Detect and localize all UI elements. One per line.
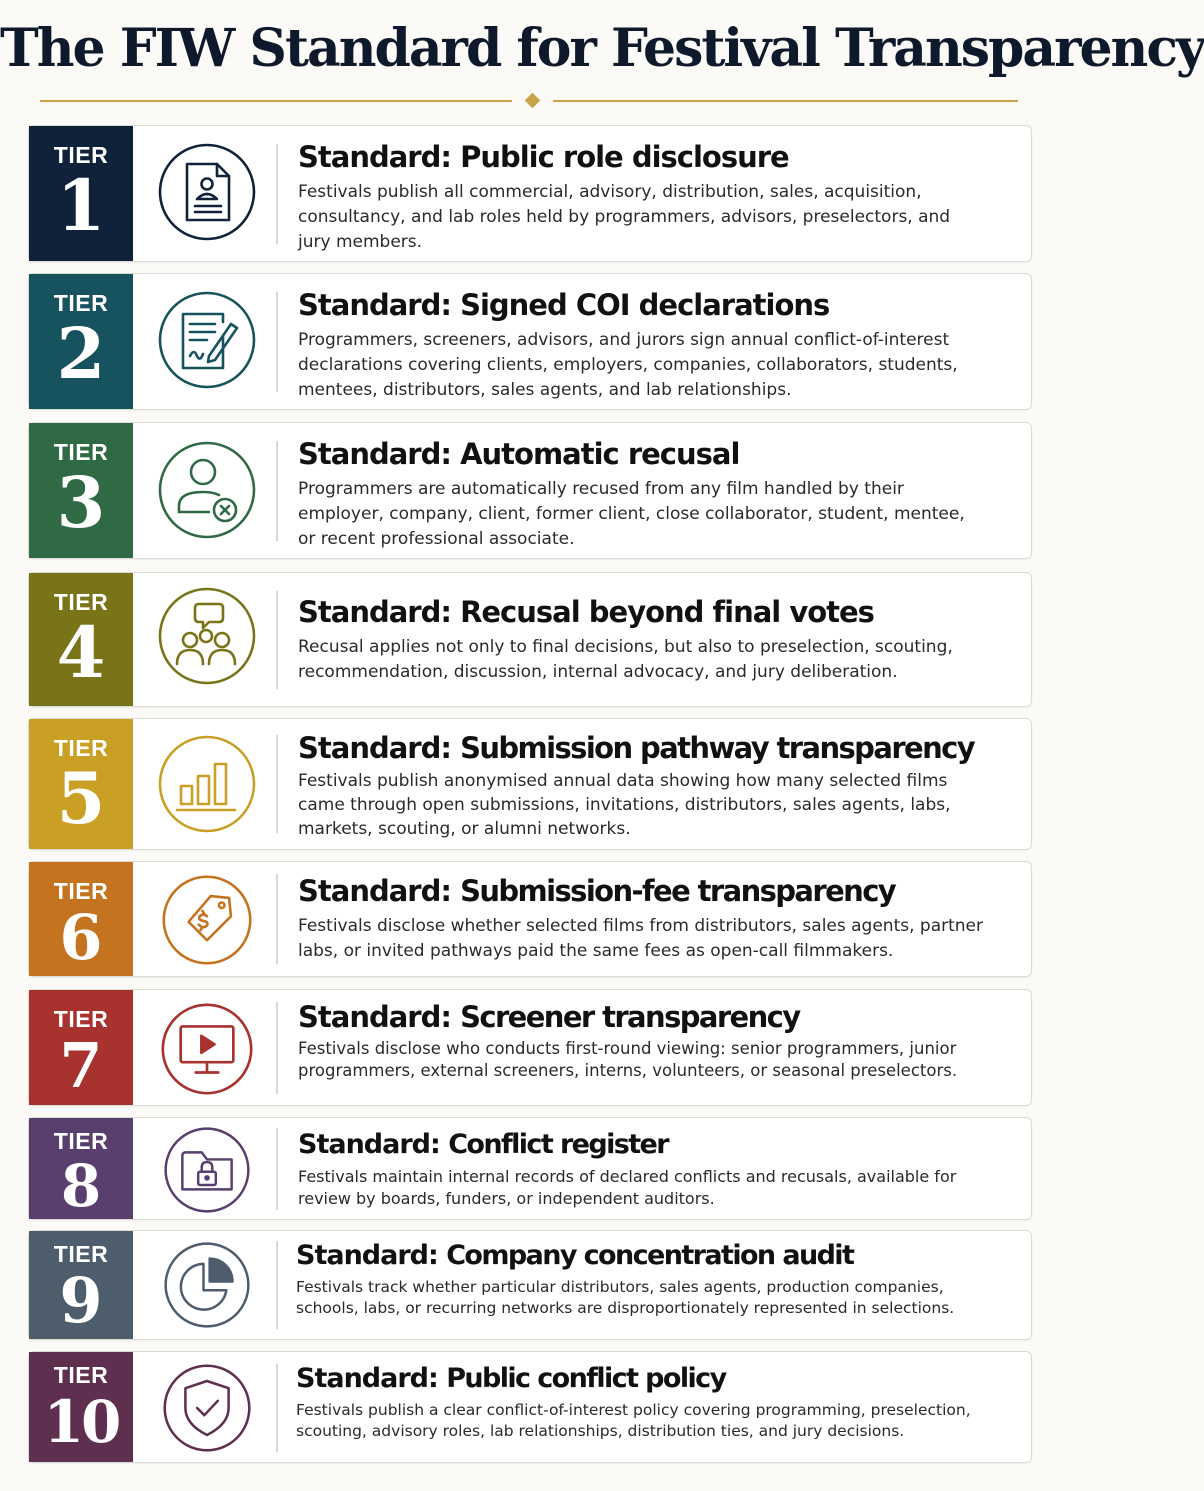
page-title: The FIW Standard for Festival Transparency: [0, 18, 1204, 79]
tier-card-1: [28, 125, 1032, 262]
tier-badge-4: [29, 573, 133, 706]
tier-name: Recusal beyond final votes: [460, 595, 874, 629]
tier-card-4: [28, 572, 1032, 707]
tier-description: Festivals publish anonymised annual data showing how many selected films came through open submissions, invitations, distributors, sales agents, labs, markets, scouting, or alumni networks.: [298, 771, 951, 839]
tier-number: 3: [56, 461, 106, 544]
tier-label: TIER: [53, 1006, 109, 1032]
title-rule-left: [40, 100, 512, 102]
tier-description: Festivals maintain internal records of declared conflicts and recusals, available for review by boards, funders, or independent auditors.: [298, 1167, 957, 1208]
card-divider: [276, 144, 278, 244]
tier-number: 7: [59, 1029, 103, 1102]
card-divider: [276, 1241, 278, 1329]
tier-description: Festivals track whether particular distributors, sales agents, production companies, schools, labs, or recurring networks are disproportionately represented in selections.: [296, 1278, 955, 1317]
tier-heading: [298, 1128, 985, 1162]
standard-prefix: Standard:: [298, 874, 451, 908]
tier-heading: [296, 1239, 985, 1273]
tier-heading: [298, 1000, 985, 1034]
standard-prefix: Standard:: [298, 731, 451, 765]
card-divider: [276, 1128, 278, 1210]
card-divider: [276, 735, 278, 833]
standard-prefix: Standard:: [296, 1363, 438, 1394]
monitor-play-icon: [160, 1002, 254, 1096]
tier-badge-9: [29, 1231, 133, 1339]
tier-name: Company concentration audit: [446, 1240, 854, 1271]
tier-number: 9: [59, 1264, 103, 1337]
tier-number: 2: [56, 312, 106, 395]
tier-description: Recusal applies not only to final decisions, but also to preselection, scouting, recommendation, discussion, internal advocacy, and jury deliberation.: [298, 637, 953, 682]
tier-card-3: [28, 422, 1032, 559]
tier-number: 6: [59, 901, 103, 974]
tier-card-6: [28, 861, 1032, 977]
tier-number: 10: [43, 1388, 119, 1456]
tier-heading: [296, 1362, 985, 1396]
tier-badge-10: [29, 1352, 133, 1462]
tier-heading: [298, 874, 985, 908]
locked-folder-icon: [163, 1126, 251, 1214]
tier-number: 4: [56, 611, 106, 694]
tier-name: Automatic recusal: [460, 437, 740, 471]
tier-badge-8: [29, 1118, 133, 1219]
standard-prefix: Standard:: [298, 288, 451, 322]
standard-prefix: Standard:: [298, 1129, 440, 1160]
tier-number: 5: [56, 757, 106, 840]
tier-description: Programmers, screeners, advisors, and jurors sign annual conflict-of-interest declarations covering clients, employers, companies, collaborators, students, mentees, distributors, sales agents, and lab relationships.: [298, 330, 958, 400]
card-divider: [276, 1364, 278, 1452]
tier-description: Festivals publish a clear conflict-of-interest policy covering programming, preselection, scouting, advisory roles, lab relationships, distribution ties, and jury decisions.: [296, 1401, 971, 1440]
tier-card-7: [28, 989, 1032, 1106]
tier-card-9: [28, 1230, 1032, 1340]
tier-badge-7: [29, 990, 133, 1105]
shield-check-icon: [162, 1363, 252, 1453]
document-person-icon: [157, 142, 257, 242]
standard-prefix: Standard:: [298, 437, 451, 471]
tier-label: TIER: [53, 1128, 109, 1154]
card-divider: [276, 292, 278, 392]
price-tag-icon: [161, 874, 253, 966]
tier-description: Festivals publish all commercial, advisory, distribution, sales, acquisition, consultancy, and lab roles held by programmers, advisors, preselectors, and jury members.: [298, 182, 951, 252]
card-divider: [276, 591, 278, 689]
title-rule-right: [553, 100, 1018, 102]
standard-prefix: Standard:: [298, 1000, 451, 1034]
pie-chart-icon: [163, 1241, 251, 1329]
standard-prefix: Standard:: [298, 140, 451, 174]
tier-name: Public role disclosure: [460, 140, 789, 174]
tier-heading: [298, 595, 985, 629]
tier-badge-5: [29, 719, 133, 849]
tier-name: Public conflict policy: [446, 1363, 726, 1394]
tier-label: TIER: [53, 1241, 109, 1267]
tier-name: Submission-fee transparency: [460, 874, 896, 908]
tier-badge-6: [29, 862, 133, 976]
tier-name: Conflict register: [448, 1129, 668, 1160]
standard-prefix: Standard:: [296, 1240, 438, 1271]
tier-badge-3: [29, 423, 133, 558]
tier-name: Screener transparency: [460, 1000, 800, 1034]
tier-heading: [298, 288, 985, 322]
tier-card-10: [28, 1351, 1032, 1463]
group-discussion-icon: [157, 586, 257, 686]
tier-description: Festivals disclose whether selected films from distributors, sales agents, partner labs, or invited pathways paid the same fees as open-call filmmakers.: [298, 916, 983, 961]
tier-label: TIER: [53, 142, 109, 168]
bar-chart-icon: [157, 734, 257, 834]
tier-label: TIER: [53, 589, 109, 615]
tier-label: TIER: [53, 290, 109, 316]
tier-heading: [298, 731, 985, 765]
title-diamond-ornament: [525, 93, 541, 109]
card-divider: [276, 441, 278, 541]
signed-document-pen-icon: [157, 290, 257, 390]
tier-label: TIER: [53, 1362, 109, 1388]
tier-number: 8: [60, 1152, 102, 1220]
tier-card-5: [28, 718, 1032, 850]
tier-name: Signed COI declarations: [460, 288, 830, 322]
tier-heading: [298, 140, 985, 174]
tier-card-8: [28, 1117, 1032, 1220]
tier-badge-1: [29, 126, 133, 261]
card-divider: [276, 1002, 278, 1094]
tier-label: TIER: [53, 878, 109, 904]
tier-label: TIER: [53, 439, 109, 465]
tier-description: Programmers are automatically recused from any film handled by their employer, company, client, former client, close collaborator, student, mentee, or recent professional associate.: [298, 479, 965, 549]
tier-name: Submission pathway transparency: [460, 731, 975, 765]
user-remove-icon: [157, 440, 257, 540]
standard-prefix: Standard:: [298, 595, 451, 629]
tier-description: Festivals disclose who conducts first-round viewing: senior programmers, junior programmers, external screeners, interns, volunteers, or seasonal preselectors.: [298, 1039, 958, 1080]
tier-card-2: [28, 273, 1032, 410]
card-divider: [276, 874, 278, 964]
tier-label: TIER: [53, 735, 109, 761]
tier-heading: [298, 437, 985, 471]
tier-number: 1: [56, 164, 106, 247]
tier-badge-2: [29, 274, 133, 409]
